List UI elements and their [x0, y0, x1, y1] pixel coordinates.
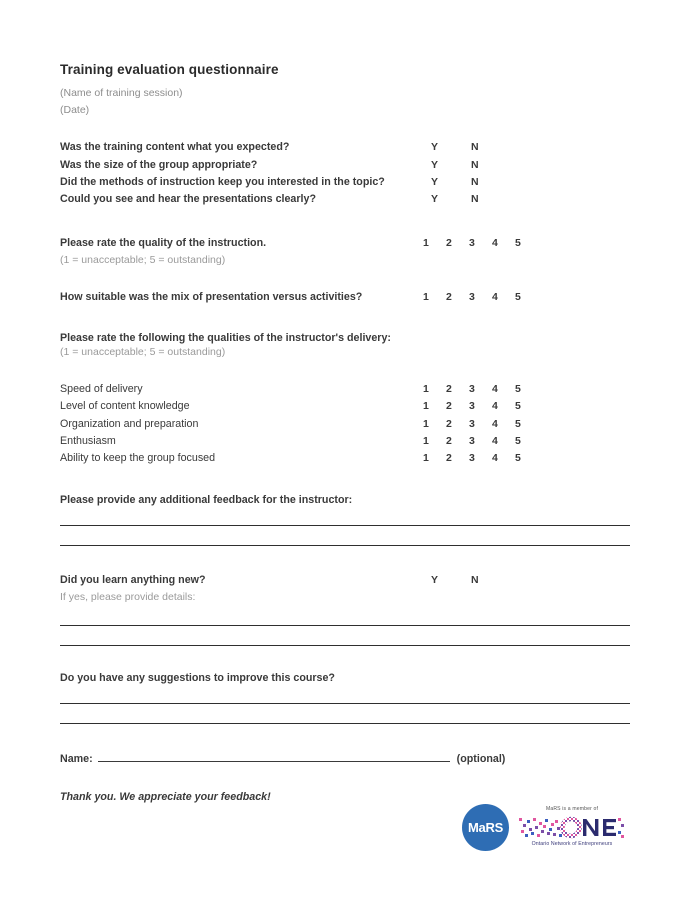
rating-option-3[interactable]: 3: [469, 417, 475, 430]
rating-option-5[interactable]: 5: [515, 290, 521, 303]
question-row: [60, 289, 635, 306]
rating-option-5[interactable]: 5: [515, 400, 521, 413]
rating-option-2[interactable]: 2: [446, 435, 452, 448]
question-label: Was the training content what you expected?: [60, 141, 290, 154]
rating-option-1[interactable]: 1: [423, 290, 429, 303]
rating-option-2[interactable]: 2: [446, 290, 452, 303]
delivery-item-label: Organization and preparation: [60, 417, 199, 430]
option-yes[interactable]: Y: [431, 573, 439, 586]
open-question-label: Do you have any suggestions to improve this course?: [60, 672, 335, 685]
rating-option-5[interactable]: 5: [515, 383, 521, 396]
rating-option-1[interactable]: 1: [423, 435, 429, 448]
open-feedback-suggestions: [60, 672, 635, 724]
rating-option-2[interactable]: 2: [446, 236, 452, 249]
section-hint: (1 = unacceptable; 5 = outstanding): [60, 346, 226, 359]
rating-option-3[interactable]: 3: [469, 400, 475, 413]
yes-no-question-group: [60, 139, 635, 208]
question-row: [60, 139, 635, 156]
rating-option-4[interactable]: 4: [492, 435, 498, 448]
session-name-placeholder: (Name of training session): [60, 87, 183, 100]
option-no[interactable]: N: [471, 141, 479, 154]
rating-option-1[interactable]: 1: [423, 383, 429, 396]
open-question-label: Please provide any additional feedback for the instructor:: [60, 493, 353, 506]
answer-line[interactable]: [60, 545, 630, 546]
yes-no-options[interactable]: [431, 174, 511, 191]
rating-option-5[interactable]: 5: [515, 236, 521, 249]
rating-option-3[interactable]: 3: [469, 236, 475, 249]
option-no[interactable]: N: [471, 193, 479, 206]
option-no[interactable]: N: [471, 573, 479, 586]
rating-scale[interactable]: [423, 289, 538, 306]
one-network-logo: [519, 807, 625, 847]
rating-option-1[interactable]: 1: [423, 417, 429, 430]
section-heading: Please rate the following the qualities of the instructor's delivery:: [60, 332, 391, 345]
delivery-rating-group: [60, 381, 635, 468]
one-tagline: MaRS is a member of: [545, 806, 599, 813]
footer-logos: [462, 804, 625, 851]
yes-no-options[interactable]: [431, 139, 511, 156]
rating-option-5[interactable]: 5: [515, 452, 521, 465]
rating-option-5[interactable]: 5: [515, 417, 521, 430]
name-optional-note: (optional): [456, 753, 506, 766]
option-no[interactable]: N: [471, 175, 479, 188]
rating-option-5[interactable]: 5: [515, 435, 521, 448]
name-field-row: [60, 750, 635, 765]
rating-option-4[interactable]: 4: [492, 383, 498, 396]
form-content: [60, 62, 635, 803]
open-question-label: Did you learn anything new?: [60, 573, 206, 586]
option-yes[interactable]: Y: [431, 193, 439, 206]
rating-option-1[interactable]: 1: [423, 452, 429, 465]
rating-option-2[interactable]: 2: [446, 400, 452, 413]
answer-line[interactable]: [60, 645, 630, 646]
rating-scale[interactable]: [423, 416, 538, 433]
one-subtitle: Ontario Network of Entrepreneurs: [531, 841, 613, 848]
rating-option-3[interactable]: 3: [469, 435, 475, 448]
mars-logo-text: MaRS: [468, 820, 503, 835]
question-row: [60, 157, 635, 174]
open-question-hint: If yes, please provide details:: [60, 591, 196, 604]
rating-option-4[interactable]: 4: [492, 452, 498, 465]
question-label: Please rate the quality of the instruction.: [60, 236, 267, 249]
instructor-delivery-section: [60, 332, 635, 361]
delivery-item-label: Enthusiasm: [60, 435, 116, 448]
rating-question-mix: [60, 289, 635, 306]
delivery-rating-row: [60, 398, 635, 415]
delivery-item-label: Level of content knowledge: [60, 400, 190, 413]
rating-option-2[interactable]: 2: [446, 383, 452, 396]
one-wordmark-graphic: [519, 814, 625, 841]
yes-no-options[interactable]: [431, 191, 511, 208]
rating-option-3[interactable]: 3: [469, 383, 475, 396]
rating-option-4[interactable]: 4: [492, 400, 498, 413]
option-no[interactable]: N: [471, 158, 479, 171]
session-date-placeholder: (Date): [60, 104, 90, 117]
rating-option-3[interactable]: 3: [469, 290, 475, 303]
question-label: How suitable was the mix of presentation versus activities?: [60, 290, 363, 303]
option-yes[interactable]: Y: [431, 175, 439, 188]
rating-option-4[interactable]: 4: [492, 417, 498, 430]
question-label: Was the size of the group appropriate?: [60, 158, 258, 171]
rating-option-4[interactable]: 4: [492, 290, 498, 303]
page-title: Training evaluation questionnaire: [60, 62, 279, 77]
question-label: Did the methods of instruction keep you interested in the topic?: [60, 175, 385, 188]
delivery-rating-row: [60, 416, 635, 433]
open-feedback-learned: [60, 572, 635, 646]
question-row: [60, 235, 635, 252]
delivery-rating-row: [60, 450, 635, 467]
rating-option-4[interactable]: 4: [492, 236, 498, 249]
yes-no-options[interactable]: [431, 157, 511, 174]
name-field-label: Name:: [60, 753, 93, 766]
yes-no-options[interactable]: [431, 572, 511, 589]
rating-scale[interactable]: [423, 381, 538, 398]
rating-scale[interactable]: [423, 235, 538, 252]
question-row: [60, 174, 635, 191]
rating-option-1[interactable]: 1: [423, 236, 429, 249]
rating-option-2[interactable]: 2: [446, 452, 452, 465]
rating-scale[interactable]: [423, 450, 538, 467]
question-row: [60, 572, 635, 589]
rating-option-1[interactable]: 1: [423, 400, 429, 413]
option-yes[interactable]: Y: [431, 141, 439, 154]
rating-question-quality: [60, 235, 635, 269]
delivery-item-label: Speed of delivery: [60, 383, 143, 396]
answer-line[interactable]: [60, 723, 630, 724]
mars-logo: [462, 804, 509, 851]
rating-scale-hint: (1 = unacceptable; 5 = outstanding): [60, 253, 226, 266]
question-label: Could you see and hear the presentations clearly?: [60, 193, 316, 206]
open-feedback-instructor: [60, 494, 635, 546]
rating-scale[interactable]: [423, 433, 538, 450]
closing-message: Thank you. We appreciate your feedback!: [60, 791, 271, 804]
delivery-rating-row: [60, 433, 635, 450]
rating-option-2[interactable]: 2: [446, 417, 452, 430]
delivery-item-label: Ability to keep the group focused: [60, 452, 216, 465]
delivery-rating-row: [60, 381, 635, 398]
name-input[interactable]: [98, 750, 450, 762]
question-row: [60, 191, 635, 208]
rating-option-3[interactable]: 3: [469, 452, 475, 465]
rating-scale[interactable]: [423, 398, 538, 415]
option-yes[interactable]: Y: [431, 158, 439, 171]
